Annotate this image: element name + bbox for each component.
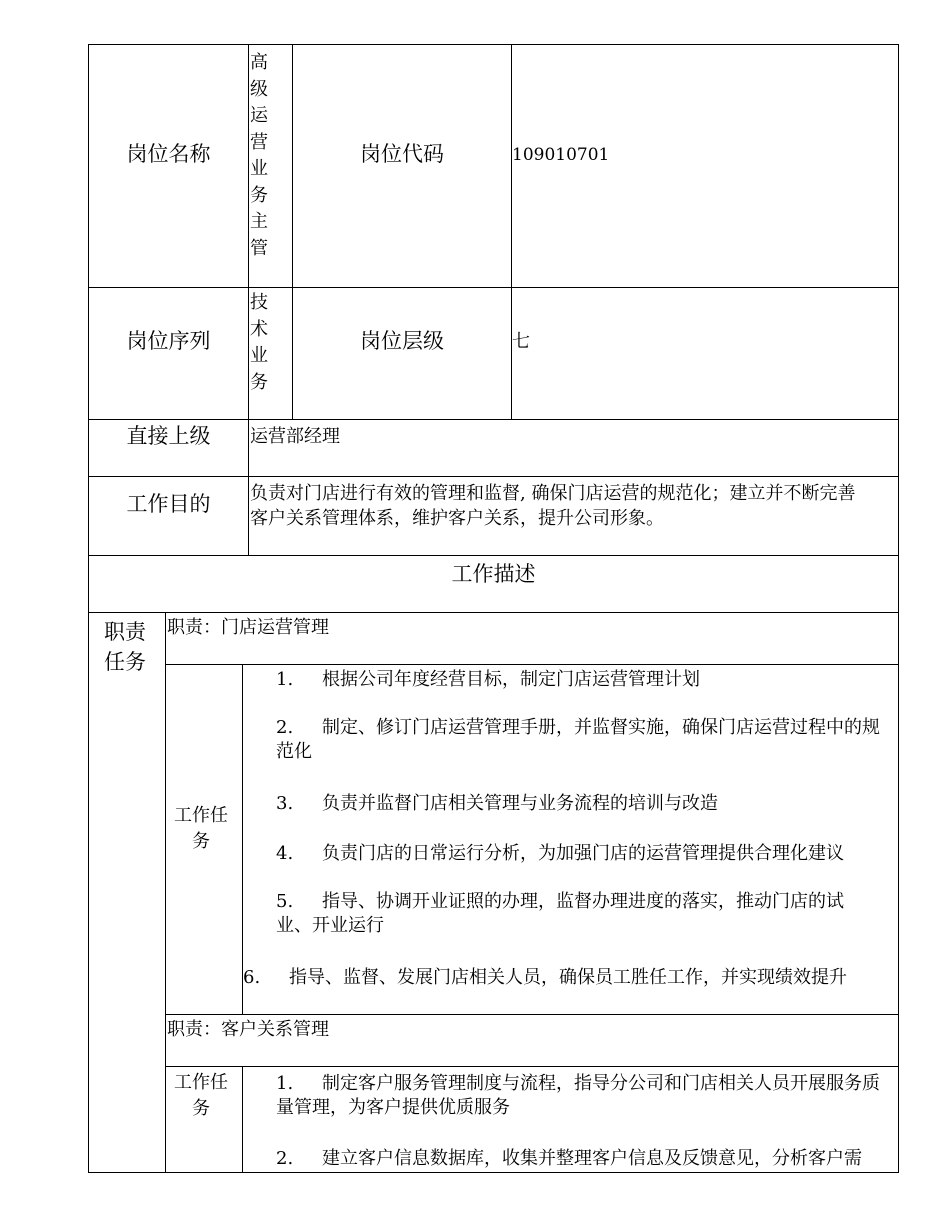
task-item: [276, 716, 888, 764]
position-name-label: 岗位名称: [126, 142, 211, 166]
task-item: [276, 890, 874, 938]
task-number: 2.: [276, 717, 294, 738]
task-number: 1.: [276, 669, 294, 690]
duties-label: 职责任务: [104, 620, 146, 674]
task-item: [276, 1072, 888, 1120]
table-border-bottom: [88, 1172, 899, 1173]
purpose-label: 工作目的: [126, 492, 211, 516]
position-level-label: 岗位层级: [360, 329, 444, 353]
task-number: 1.: [276, 1073, 294, 1094]
task-text: 建立客户信息数据库，收集并整理客户信息及反馈意见，分析客户需: [322, 1148, 862, 1169]
column-divider: [511, 44, 512, 420]
purpose-text-line2: 客户关系管理体系，维护客户关系，提升公司形象。: [250, 508, 664, 529]
column-divider: [165, 612, 166, 1173]
task-text: 制定、修订门店运营管理手册，并监督实施，确保门店运营过程中的规范化: [276, 717, 880, 762]
table-border-right: [898, 44, 899, 1173]
task-text: 指导、监督、发展门店相关人员，确保员工胜任工作，并实现绩效提升: [289, 967, 847, 988]
task-label: 工作任务: [174, 805, 228, 852]
task-item: [276, 842, 844, 866]
duty-title: 职责：门店运营管理: [167, 617, 329, 638]
task-text: 指导、协调开业证照的办理，监督办理进度的落实，推动门店的试业、开业运行: [276, 891, 844, 936]
superior-label: 直接上级: [126, 424, 211, 448]
task-text: 负责并监督门店相关管理与业务流程的培训与改造: [322, 793, 718, 814]
task-number: 4.: [276, 843, 294, 864]
row-divider: [165, 1066, 899, 1067]
column-divider: [242, 664, 243, 1015]
column-divider: [242, 1066, 243, 1173]
task-text: 制定客户服务管理制度与流程，指导分公司和门店相关人员开展服务质量管理，为客户提供优质服务: [276, 1073, 880, 1118]
row-divider: [88, 612, 899, 613]
position-code-value: 109010701: [512, 145, 610, 165]
row-divider: [88, 287, 899, 288]
position-series-value: 技术业务: [250, 292, 268, 393]
task-number: 2.: [276, 1148, 294, 1169]
task-text: 根据公司年度经营目标，制定门店运营管理计划: [322, 669, 700, 690]
row-divider: [165, 664, 899, 665]
task-number: 5.: [276, 891, 294, 912]
column-divider: [292, 44, 293, 420]
row-divider: [88, 476, 899, 477]
table-border-top: [88, 44, 899, 45]
task-text: 负责门店的日常运行分析，为加强门店的运营管理提供合理化建议: [322, 843, 844, 864]
purpose-text-line1: 负责对门店进行有效的管理和监督, 确保门店运营的规范化；建立并不断完善: [250, 483, 856, 504]
row-divider: [88, 555, 899, 556]
position-series-label: 岗位序列: [126, 329, 211, 353]
row-divider: [165, 1014, 899, 1015]
task-number: 3.: [276, 793, 294, 814]
task-item: [276, 1147, 862, 1171]
superior-value: 运营部经理: [250, 426, 340, 447]
position-level-value: 七: [512, 331, 530, 352]
row-divider: [88, 419, 899, 420]
table-border-left: [88, 44, 89, 1173]
task-item: [243, 966, 847, 990]
task-item: [276, 668, 700, 692]
section-title: 工作描述: [451, 562, 536, 586]
position-code-label: 岗位代码: [360, 142, 444, 166]
duty-title: 职责：客户关系管理: [167, 1019, 329, 1040]
position-name-value: 高级运营业务主管: [250, 52, 268, 259]
task-item: [276, 792, 718, 816]
task-label: 工作任务: [174, 1072, 228, 1119]
task-number: 6.: [243, 967, 261, 988]
